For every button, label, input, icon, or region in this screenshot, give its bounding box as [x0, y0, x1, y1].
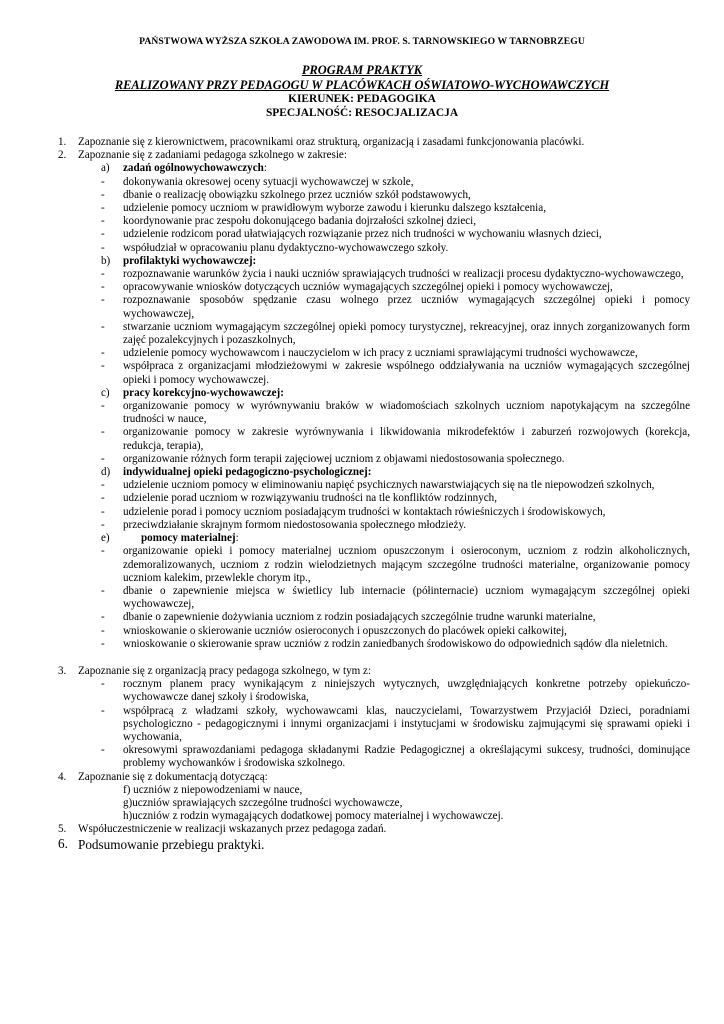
- item-text: Zapoznanie się z zadaniami pedagoga szkolnego w zakresie:: [78, 149, 347, 162]
- school-name: PAŃSTWOWA WYŻSZA SZKOŁA ZAWODOWA IM. PROF. S. TARNOWSKIEGO W TARNOBRZEGU: [139, 36, 585, 47]
- item-number: 5.: [58, 823, 67, 836]
- bullet-item: - wnioskowanie o skierowanie spraw uczniów z rodzin zaniedbanych środowiskowo do odpowiednich sądów dla nieletnich.: [101, 637, 668, 650]
- subsection-label: profilaktyki wychowawczej:: [123, 254, 257, 267]
- bullet-item: - współpracą z władzami szkoły, wychowawcami klas, nauczycielami, Towarzystwem Przyjaciół Dzieci, poradniami psychologiczno - pedagogicznymi i innymi organizacjami i instytucjami w środowisku zajmującymi się sprawami opieki i wychowania,: [101, 704, 690, 743]
- item-number: 4.: [58, 770, 67, 783]
- bullet-item: - dbanie o zapewnienie dożywiania uczniom z rodzin posiadających szczególnie trudne warunki materialne,: [101, 611, 596, 624]
- list-item-5: [0, 823, 724, 836]
- subsection-letter: e): [101, 532, 110, 545]
- list-item-1: [0, 136, 724, 149]
- bullet-item: - współudział w opracowaniu planu dydaktyczno-wychowawczego szkoły.: [101, 241, 449, 254]
- bullet-item: - okresowymi sprawozdaniami pedagoga składanymi Radzie Pedagogicznej a określającymi sukcesy, trudności, dominujące problemy wychowanków i środowiska szkolnego.: [101, 744, 690, 770]
- document-line: g)uczniów sprawiających szczególne trudności wychowawcze,: [123, 796, 403, 809]
- list-item-3: [0, 665, 724, 678]
- bullet-item: - udzielenie pomocy wychowawcom i nauczycielom w ich pracy z uczniami sprawiającymi trudności wychowawcze,: [101, 347, 638, 360]
- list-item-2: [0, 149, 724, 162]
- subsection-letter: d): [101, 466, 111, 479]
- subsection-e: [0, 532, 724, 545]
- subsection-c: [0, 387, 724, 400]
- subsection-b: [0, 255, 724, 268]
- list-item-4: [0, 771, 724, 784]
- item-number: 6.: [58, 835, 68, 851]
- item-text: Podsumowanie przebiegu praktyki.: [78, 836, 265, 852]
- item-text: Zapoznanie się z dokumentacją dotyczącą:: [78, 770, 268, 783]
- item-text: Współuczestniczenie w realizacji wskazanych przez pedagoga zadań.: [78, 823, 387, 836]
- item-number: 3.: [58, 664, 67, 677]
- item-text: Zapoznanie się z organizacją pracy pedagoga szkolnego, w tym z:: [78, 664, 372, 677]
- subsection-letter: a): [101, 162, 110, 175]
- bullet-item: - organizowanie pomocy w zakresie wyrównywania i likwidowania mikrodefektów i zaburzeń rozwojowych (korekcja, redukcja, terapia),: [101, 426, 690, 452]
- bullet-item: - organizowanie pomocy w wyrównywaniu braków w wiadomościach szkolnych uczniom napotykającym na szczególne trudności w nauce,: [101, 400, 690, 426]
- program-content: [0, 136, 724, 853]
- bullet-item: - wnioskowanie o skierowanie uczniów osieroconych i opuszczonych do placówek opieki całkowitej,: [101, 624, 567, 637]
- bullet-item: - rozpoznawanie sposobów spędzanie czasu wolnego przez uczniów wymagających szczególnej opieki i pomocy wychowawczej,: [101, 294, 690, 320]
- subsection-label: pracy korekcyjno-wychowawczej:: [123, 386, 284, 399]
- bullet-item: - dokonywania okresowej oceny sytuacji wychowawczej w szkole,: [101, 175, 414, 188]
- bullet-item: - udzielenie rodzicom porad ułatwiających rozwiązanie przez nich trudności w wychowaniu własnych dzieci,: [101, 228, 602, 241]
- bullet-item: - udzielenie porad i pomocy uczniom posiadającym trudności w kontaktach rówieśniczych i środowiskowych,: [101, 505, 606, 518]
- label-colon: :: [263, 162, 267, 175]
- list-item-6: [0, 837, 724, 853]
- subsection-letter: b): [101, 254, 111, 267]
- bullet-item: - stwarzanie uczniom wymagającym szczególnej opieki pomocy turystycznej, rekreacyjnej, oraz innych zorganizowanych form zajęć pozalekcyjnych i pozaszkolnych,: [101, 320, 690, 347]
- item-number: 1.: [58, 136, 67, 148]
- item-number: 2.: [58, 149, 67, 162]
- specialization: SPECJALNOŚĆ: RESOCJALIZACJA: [265, 107, 459, 119]
- bullet-item: - udzielenie porad uczniom w rozwiązywaniu trudności na tle konfliktów rodzinnych,: [101, 492, 497, 505]
- bullet-item: - opracowywanie wniosków dotyczących uczniów wymagających szczególnej opieki i pomocy wychowawczej,: [101, 281, 613, 294]
- document-line: f) uczniów z niepowodzeniami w nauce,: [123, 783, 303, 796]
- bullet-item: - rozpoznawanie warunków życia i nauki uczniów sprawiających trudności w realizacji procesu dydaktyczno-wychowawczego,: [101, 268, 684, 281]
- bullet-item: - współpraca z organizacjami młodzieżowymi w zakresie wspólnego oddziaływania na uczniów wymagających szczególnej opieki i pomocy wychowawczej.: [101, 360, 690, 386]
- bullet-item: - przeciwdziałanie skrajnym formom niedostosowania społecznego młodzieży.: [101, 518, 467, 531]
- bullet-item: - organizowanie opieki i pomocy materialnej uczniom opuszczonym i osieroconym, uczniom z rodzin alkoholicznych, zdemoralizowanych, uczniom z rodzin wielodzietnych mającym szczególne trudności materialne, organizowanie pomocy uczniom kalekim, przewlekle chorym itp.,: [101, 545, 690, 584]
- subsection-d: [0, 466, 724, 479]
- bullet-item: - rocznym planem pracy wynikającym z niniejszych wytycznych, uwzględniających konkretne potrzeby opiekuńczo-wychowawcze danej szkoły i środowiska,: [101, 678, 690, 704]
- document-line: h)uczniów z rodzin wymagających dodatkowej pomocy materialnej i wychowawczej.: [123, 810, 504, 823]
- program-subtitle: REALIZOWANY PRZY PEDAGOGU W PLACÓWKACH OŚWIATOWO-WYCHOWAWCZYCH: [114, 78, 610, 92]
- subsection-a: [0, 162, 724, 175]
- bullet-item: - dbanie o realizację obowiązku szkolnego przez uczniów szkół podstawowych,: [101, 188, 471, 201]
- bullet-item: - udzielenie pomocy uczniom w prawidłowym wyborze zawodu i kierunku dalszego kształcenia,: [101, 202, 546, 215]
- bullet-item: - dbanie o zapewnienie miejsca w świetlicy lub internacie (półinternacie) uczniom wymagającym szczególnej opieki wychowawczej,: [101, 584, 690, 611]
- subsection-label: indywidualnej opieki pedagogiczno-psychologicznej:: [123, 466, 372, 479]
- bullet-item: - koordynowanie prac zespołu dokonującego badania dojrzałości szkolnej dzieci,: [101, 215, 477, 228]
- subsection-label: pomocy materialnej: [141, 532, 236, 545]
- bullet-item: - udzielenie uczniom pomocy w eliminowaniu napięć psychicznych nawarstwiających się na tle niepowodzeń szkolnych,: [101, 479, 655, 492]
- item-text: Zapoznanie się z kierownictwem, pracownikami oraz strukturą, organizacją i zasadami funkcjonowania placówki.: [78, 136, 585, 148]
- subsection-label: zadań ogólnowychowawczych: [123, 162, 264, 175]
- subsection-letter: c): [101, 386, 110, 399]
- bullet-item: - organizowanie różnych form terapii zajęciowej uczniom z objawami niedostosowania społecznego.: [101, 452, 565, 465]
- program-title: PROGRAM PRAKTYK: [301, 63, 423, 77]
- field-of-study: KIERUNEK: PEDAGOGIKA: [288, 93, 436, 105]
- label-colon: :: [235, 532, 239, 545]
